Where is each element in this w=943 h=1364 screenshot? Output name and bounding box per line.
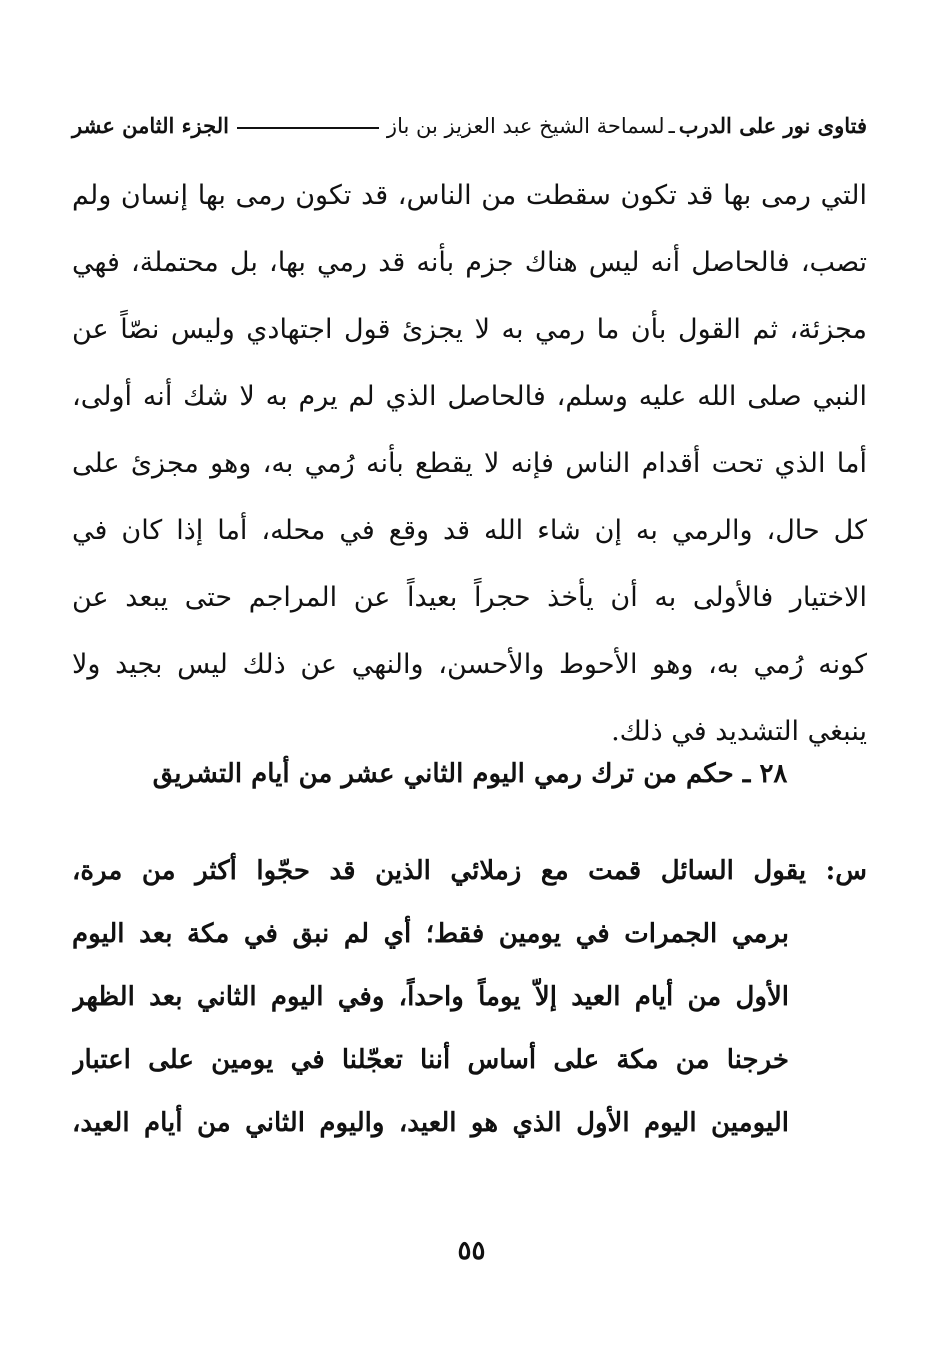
text-line: مجزئة، ثم القول بأن ما رمي به لا يجزئ قول اجتهادي وليس نصّاً عن: [72, 314, 867, 345]
header-dash: ـ: [668, 114, 675, 138]
text-line: التي رمى بها قد تكون سقطت من الناس، قد تكون رمى بها إنسان ولم: [72, 180, 867, 211]
answer-paragraph: [72, 172, 867, 775]
question-line: الأول من أيام العيد إلاّ يوماً واحداً، وفي اليوم الثاني بعد الظهر: [72, 982, 789, 1012]
text-line: كونه رُمي به، وهو الأحوط والأحسن، والنهي عن ذلك ليس بجيد ولا: [72, 649, 867, 680]
header-part: الجزء الثامن عشر: [72, 113, 229, 138]
text-line: أما الذي تحت أقدام الناس فإنه لا يقطع بأنه رُمي به، وهو مجزئ على: [72, 448, 867, 479]
section-title: ٢٨ ـ حكم من ترك رمي اليوم الثاني عشر من أيام التشريق: [152, 759, 788, 789]
text-line: الاختيار فالأولى به أن يأخذ حجراً بعيداً عن المراجم حتى يبعد عن: [72, 582, 867, 613]
header-rule: [237, 127, 379, 129]
running-header: [72, 106, 867, 146]
header-author: لسماحة الشيخ عبد العزيز بن باز: [386, 114, 665, 138]
question-line: خرجنا من مكة على أساس أننا تعجّلنا في يومين على اعتبار: [72, 1045, 789, 1075]
question-line: برمي الجمرات في يومين فقط؛ أي لم نبق في مكة بعد اليوم: [72, 919, 789, 949]
text-line: ينبغي التشديد في ذلك.: [611, 716, 867, 747]
text-line: كل حال، والرمي به إن شاء الله قد وقع في محله، أما إذا كان في: [72, 515, 867, 546]
question-paragraph: [72, 848, 867, 1163]
question-line: اليومين اليوم الأول الذي هو العيد، واليوم الثاني من أيام العيد،: [72, 1108, 789, 1138]
text-line: تصب، فالحاصل أنه ليس هناك جزم بأنه قد رمي بها، بل محتملة، فهي: [72, 247, 867, 278]
header-book-title: فتاوى نور على الدرب: [678, 113, 867, 138]
text-line: النبي صلى الله عليه وسلم، فالحاصل الذي لم يرم به لا شك أنه أولى،: [72, 381, 867, 412]
question-line: س: يقول السائل قمت مع زملائي الذين قد حجّوا أكثر من مرة،: [72, 856, 867, 886]
page-number: ٥٥: [457, 1236, 486, 1266]
